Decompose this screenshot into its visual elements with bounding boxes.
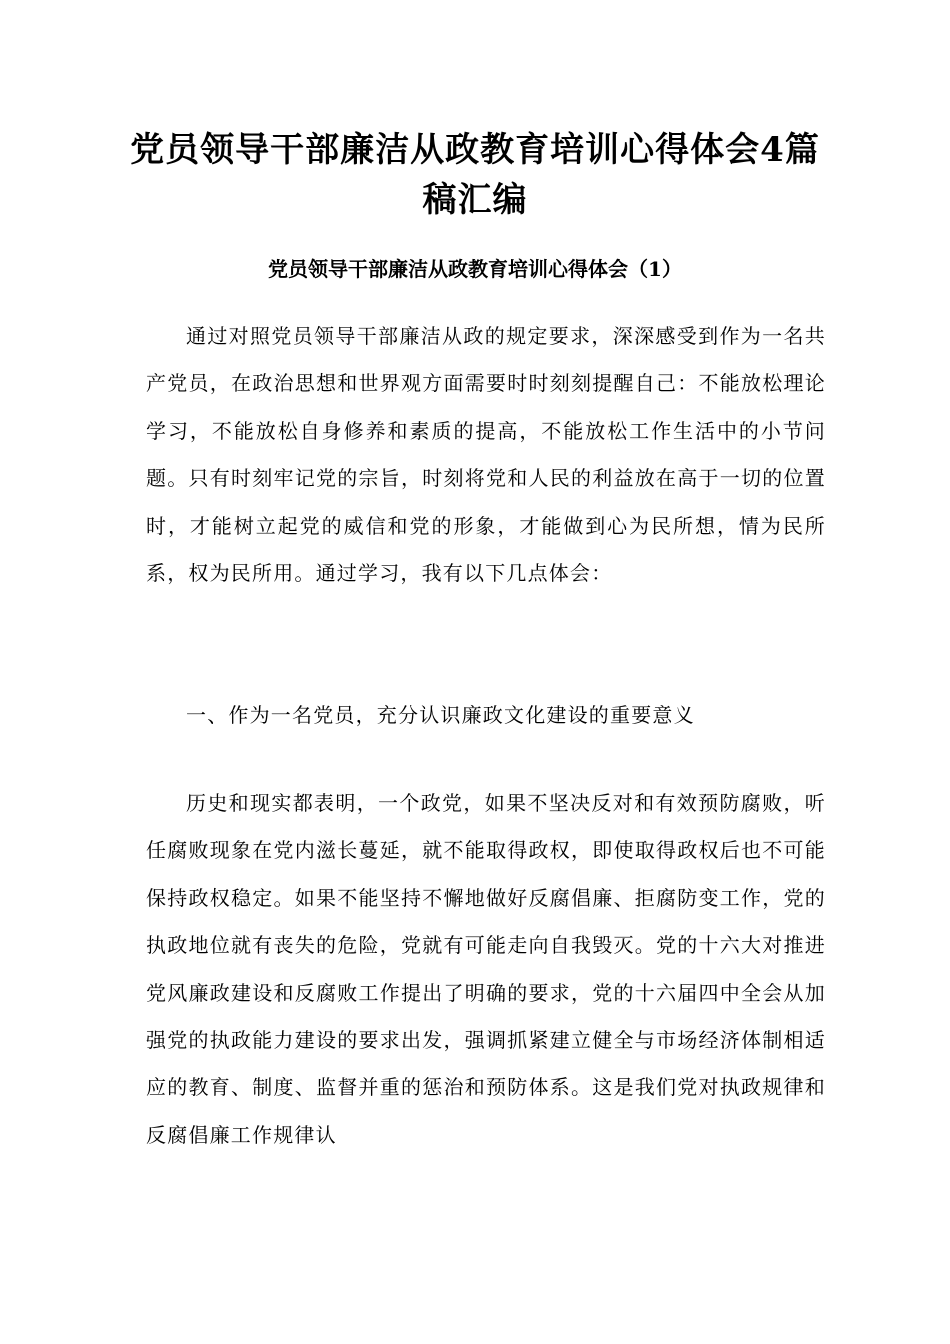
- paragraph-intro: 通过对照党员领导干部廉洁从政的规定要求，深深感受到作为一名共产党员，在政治思想和世界观方面需要时时刻刻提醒自己：不能放松理论学习，不能放松自身修养和素质的提高，不能放松工作生活中的小节问题。只有时刻牢记党的宗旨，时刻将党和人民的利益放在高于一切的位置时，才能树立起党的威信和党的形象，才能做到心为民所想，情为民所系，权为民所用。通过学习，我有以下几点体会：: [146, 324, 826, 586]
- section-heading-1: 一、作为一名党员，充分认识廉政文化建设的重要意义: [186, 703, 695, 727]
- section-subtitle: 党员领导干部廉洁从政教育培训心得体会（1）: [268, 257, 682, 281]
- document-title: 党员领导干部廉洁从政教育培训心得体会4篇稿汇编: [130, 130, 820, 220]
- paragraph-history: 历史和现实都表明，一个政党，如果不坚决反对和有效预防腐败，听任腐败现象在党内滋长蔓延，就不能取得政权，即使取得政权后也不可能保持政权稳定。如果不能坚持不懈地做好反腐倡廉、拒腐防变工作，党的执政地位就有丧失的危险，党就有可能走向自我毁灭。党的十六大对推进党风廉政建设和反腐败工作提出了明确的要求，党的十六届四中全会从加强党的执政能力建设的要求出发，强调抓紧建立健全与市场经济体制相适应的教育、制度、监督并重的惩治和预防体系。这是我们党对执政规律和反腐倡廉工作规律认: [146, 791, 826, 1147]
